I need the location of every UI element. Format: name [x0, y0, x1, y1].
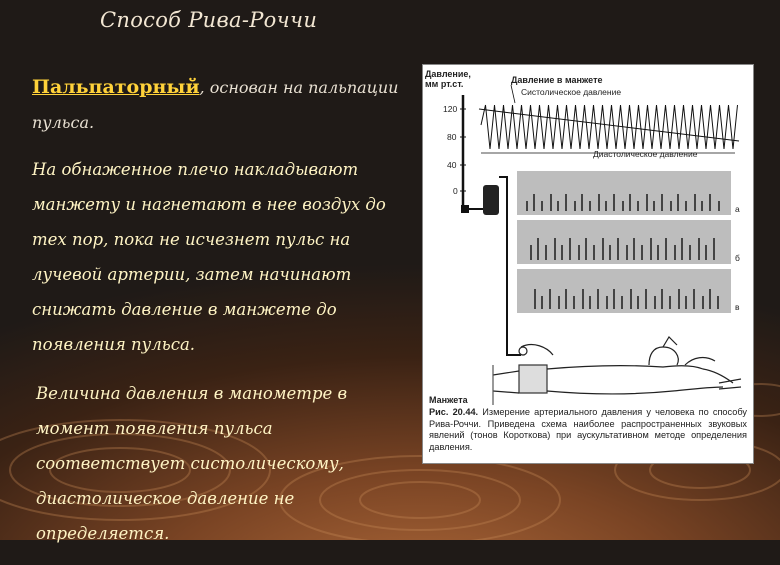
caption-ref: Рис. 20.44.	[429, 407, 479, 417]
method-term: Пальпаторный	[32, 76, 200, 98]
label-diastolic: Диастолическое давление	[593, 149, 698, 159]
label-cuff: Манжета	[429, 395, 468, 405]
tick-40: 40	[447, 160, 457, 170]
figure-riva-rocci	[422, 64, 754, 464]
tick-120: 120	[443, 104, 458, 114]
method-description: , основан на пальпации пульса.	[32, 78, 399, 132]
panel-label-c: в	[735, 302, 740, 312]
slide-title: Способ Рива-Роччи	[100, 8, 318, 32]
caption-text: Измерение артериального давления у человека по способу Рива-Роччи. Приведена схема наиболее распространенных звуковых явлений (тонов Короткова) при аускультативном методе определения давления.	[429, 407, 747, 452]
label-systolic: Систолическое давление	[521, 87, 622, 97]
figure-diagram	[423, 65, 753, 463]
pulse-wave	[481, 105, 738, 149]
tick-80: 80	[447, 132, 457, 142]
axis-label-line2: мм рт.ст.	[425, 79, 464, 89]
panel-label-a: а	[735, 204, 740, 214]
manometer-bulb	[483, 185, 499, 215]
text-block	[32, 70, 412, 565]
figure-caption	[429, 407, 747, 453]
paragraph-method	[32, 70, 412, 140]
arm-illustration	[493, 337, 741, 405]
label-cuff-pressure: Давление в манжете	[511, 75, 603, 85]
manometer-base	[461, 205, 469, 213]
korotkov-panels	[517, 171, 731, 313]
paragraph-result: Величина давления в манометре в момент появления пульса соответствует систолическому, диастолическое давление не определяется.	[36, 384, 348, 543]
korotkov-panel	[517, 269, 731, 313]
paragraph-procedure: На обнаженное плечо накладывают манжету и нагнетают в нее воздух до тех пор, пока не исчезнет пульс на лучевой артерии, затем начинают снижать давление в манжете до появления пульса.	[32, 160, 386, 354]
axis-label-line1: Давление,	[425, 69, 471, 79]
tick-0: 0	[453, 186, 458, 196]
panel-label-b: б	[735, 253, 740, 263]
pulse-wave-path	[481, 105, 738, 149]
korotkov-panel	[517, 171, 731, 215]
